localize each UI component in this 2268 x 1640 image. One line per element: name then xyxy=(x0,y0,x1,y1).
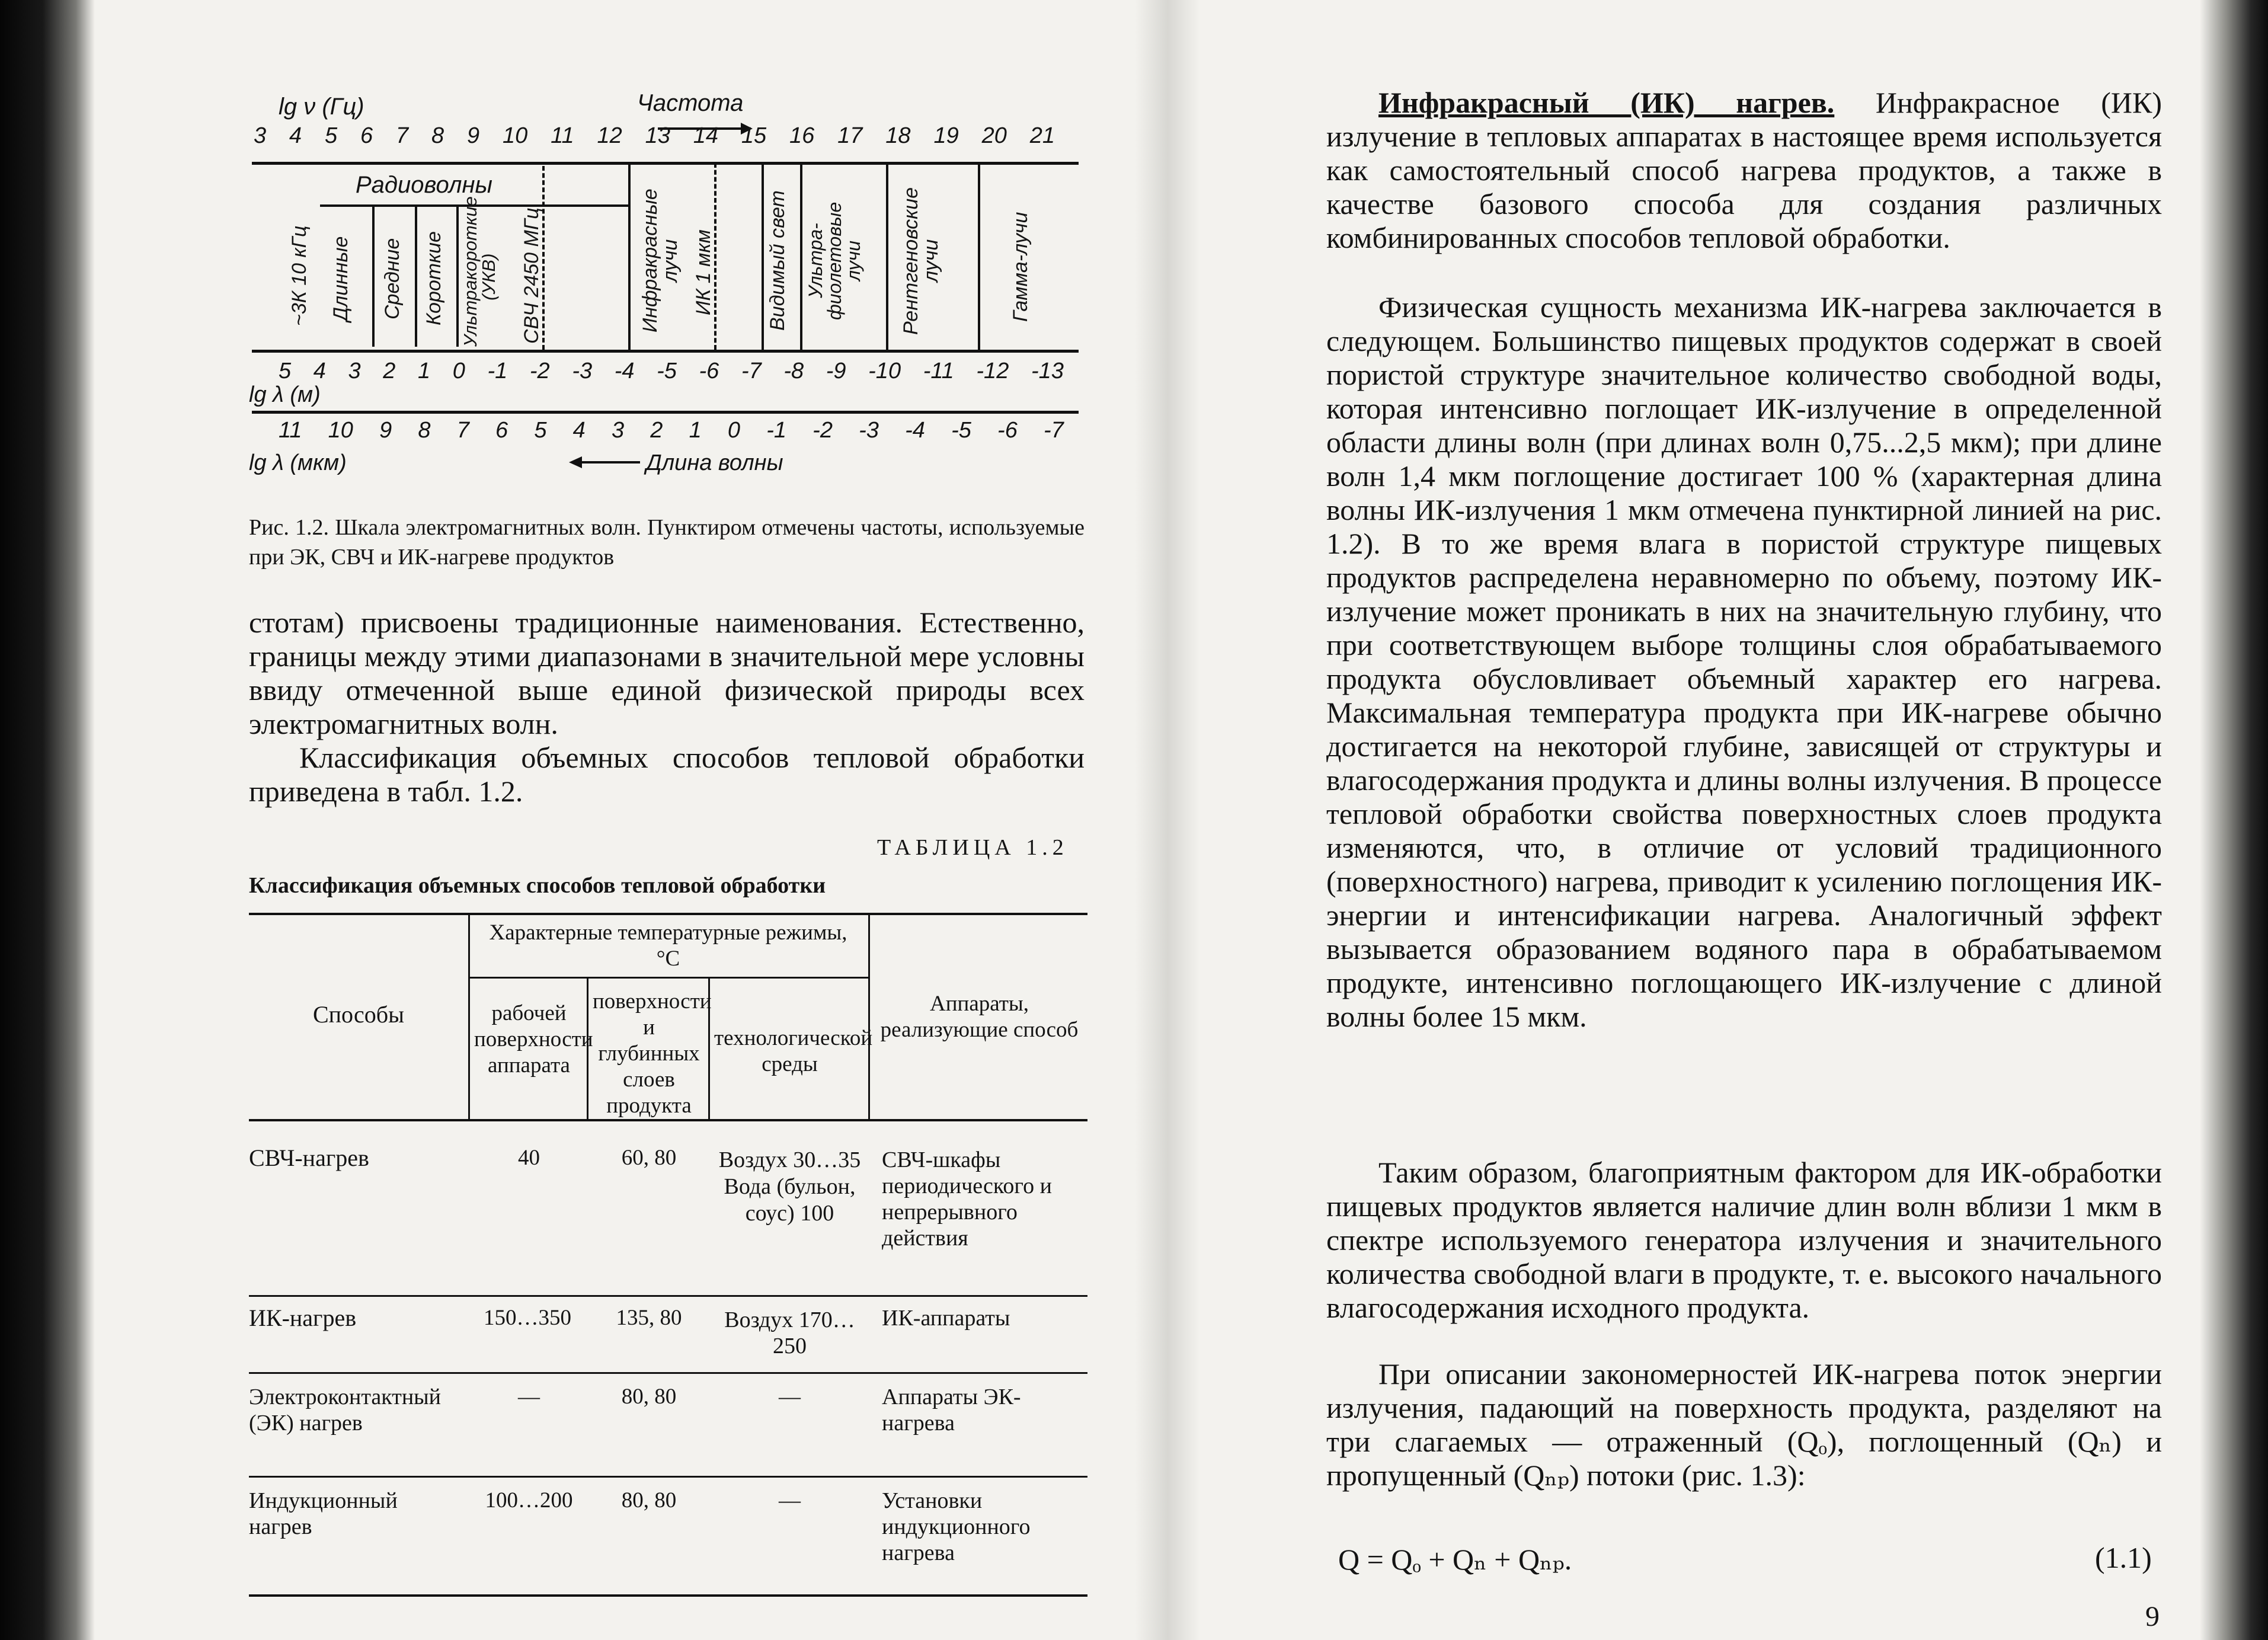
lambda-m-tick: -4 xyxy=(614,359,635,383)
row1-product: 60, 80 xyxy=(621,1146,677,1170)
row4-surface: 100…200 xyxy=(485,1488,573,1513)
left-paragraph-1: стотам) присвоены традиционные наименования. Естественно, границы между этими диапазонами в значительной мере условны ввиду отмеченной выше единой физической природы всех электромагнитных волн. xyxy=(249,606,1085,740)
table-group-rule xyxy=(468,977,868,979)
lambda-m-tick: -6 xyxy=(699,359,719,383)
lambda-um-tick: -4 xyxy=(905,418,925,443)
band-3k: ~3К 10 кГц xyxy=(288,225,311,326)
table-top-rule xyxy=(249,913,1087,915)
lambda-m-tick: -5 xyxy=(657,359,677,383)
row4-product: 80, 80 xyxy=(621,1488,677,1513)
lambda-um-axis-line xyxy=(252,411,1079,414)
freq-tick: 14 xyxy=(693,123,719,148)
freq-tick: 3 xyxy=(254,123,267,148)
wavelength-label: Длина волны xyxy=(646,450,783,475)
freq-tick: 8 xyxy=(431,123,444,148)
lambda-um-tick: -7 xyxy=(1044,418,1064,443)
right-paragraph-2: Физическая сущность механизма ИК-нагрева заключается в следующем. Большинство пищевых продуктов содержат в своей пористой структуре значительное количество свободной воды, которая интенсивно поглощает ИК-излучение в определенной области длины волн (при длинах волн 0,75...2,5 мкм); при длине волн 1,4 мкм поглощение достигает 100 % (характерная длина волны ИК-излучения 1 мкм отмечена пунктирной линией на рис. 1.2). В то же время влага в пористой структуре пищевых продуктов распределена неравномерно по объему, поэтому ИК-излучение может проникать в них на значительную глубину, что при соответствующем выборе толщины слоя обрабатываемого продукта обусловливает объемный характер его нагрева. Максимальная температура продукта при ИК-нагреве обычно достигается на некоторой глубине, зависящей от структуры и влагосодержания продукта и длины волны излучения. В процессе тепловой обработки свойства поверхностных слоев продукта изменяются, что, в отличие от условий традиционного (поверхностного) нагрева, приводит к усилению поглощения ИК-энергии и интенсификации нагрева. Аналогичный эффект вызывается образованием водяного пара в обрабатываемом продукте, интенсивно поглощающего ИК-излучение с длиной волны более 15 мкм. xyxy=(1326,290,2162,1033)
band-sep xyxy=(628,163,631,350)
freq-tick: 11 xyxy=(551,123,574,148)
formula-number: (1.1) xyxy=(2095,1541,2152,1574)
band-xray: Рентгеновские лучи xyxy=(900,187,942,335)
paragraph-1-text: Инфракрасное (ИК) излучение в тепловых аппаратах в настоящее время используется как самостоятельный способ нагрева продуктов, а также в качестве базового способа для создания различных комбинированных способов тепловой обработки. xyxy=(1326,86,2163,254)
row-rule xyxy=(249,1295,1087,1297)
band-sep xyxy=(415,204,417,347)
band-sep xyxy=(456,204,459,347)
freq-tick: 19 xyxy=(933,123,959,148)
lambda-um-tick: 6 xyxy=(495,418,508,443)
table-bottom-rule xyxy=(249,1594,1087,1597)
freq-tick: 10 xyxy=(503,123,528,148)
lambda-m-tick: -8 xyxy=(783,359,804,383)
lambda-um-tick: -1 xyxy=(766,418,786,443)
band-ir: Инфракрасные лучи xyxy=(639,188,682,333)
lambda-m-tick: -7 xyxy=(741,359,762,383)
lambda-m-tick: 2 xyxy=(383,359,396,383)
lambda-m-ticks xyxy=(279,359,1064,384)
row2-surface: 150…350 xyxy=(484,1306,571,1330)
row4-medium: — xyxy=(779,1488,801,1513)
row1-medium: Воздух 30…35 Вода (бульон, соус) 100 xyxy=(718,1147,861,1226)
table-vrule xyxy=(868,913,870,1119)
row2-product: 135, 80 xyxy=(616,1306,682,1330)
lambda-m-tick: 1 xyxy=(418,359,431,383)
left-paragraph-2: Классификация объемных способов тепловой обработки приведена в табл. 1.2. xyxy=(249,741,1085,808)
freq-tick: 13 xyxy=(645,123,670,148)
band-ik1: ИК 1 мкм xyxy=(692,229,715,316)
section-heading: Инфракрасный (ИК) нагрев. xyxy=(1378,86,1835,119)
row3-product: 80, 80 xyxy=(621,1385,677,1409)
freq-axis-label: lg ν (Гц) xyxy=(279,94,364,120)
table-head-rule xyxy=(249,1119,1087,1121)
freq-tick: 20 xyxy=(981,123,1007,148)
lambda-m-label: lg λ (м) xyxy=(249,382,321,407)
figure-caption: Рис. 1.2. Шкала электромагнитных волн. Пунктиром отмечены частоты, используемые при ЭК, СВЧ и ИК-нагреве продуктов xyxy=(249,515,1085,570)
band-visible: Видимый свет xyxy=(766,190,789,331)
formula: Q = Qₒ + Qₙ + Qₙₚ. xyxy=(1338,1543,1572,1576)
freq-tick: 4 xyxy=(289,123,302,148)
page-gutter xyxy=(1135,0,1200,1640)
row4-apparatus: Установки индукционного нагрева xyxy=(882,1488,1031,1565)
row2-method: ИК-нагрев xyxy=(249,1305,357,1331)
row1-method: СВЧ-нагрев xyxy=(249,1145,369,1171)
lambda-um-tick: -5 xyxy=(951,418,971,443)
table-label: ТАБЛИЦА 1.2 xyxy=(877,835,1069,860)
freq-tick: 17 xyxy=(837,123,863,148)
lambda-um-tick: -6 xyxy=(997,418,1018,443)
band-ukv: Ультракороткие (УКВ) xyxy=(460,196,499,347)
band-sep xyxy=(800,163,802,350)
band-short: Короткие xyxy=(423,231,445,326)
head-col-medium: технологической среды xyxy=(714,1026,873,1076)
lambda-um-tick: 4 xyxy=(572,418,586,443)
head-temp-group: Характерные температурные режимы, °С xyxy=(489,920,847,971)
row4-method: Индукционный нагрев xyxy=(249,1488,398,1539)
lambda-m-tick: 4 xyxy=(313,359,326,383)
lambda-m-tick: -12 xyxy=(976,359,1009,383)
band-sep xyxy=(372,204,375,347)
freq-axis-line xyxy=(252,162,1079,165)
wavelength-arrow-icon xyxy=(569,455,640,473)
head-col-product: поверхности и глубинных слоев продукта xyxy=(593,989,712,1118)
freq-tick: 9 xyxy=(467,123,480,148)
lambda-m-tick: 3 xyxy=(348,359,361,383)
row1-surface: 40 xyxy=(518,1146,540,1170)
row3-apparatus: Аппараты ЭК-нагрева xyxy=(882,1385,1021,1436)
band-uv: Ультра- фиолетовые лучи xyxy=(805,202,864,320)
lambda-m-tick: -11 xyxy=(923,359,954,383)
lambda-um-tick: 10 xyxy=(328,418,353,443)
freq-tick: 5 xyxy=(325,123,338,148)
freq-title: Частота xyxy=(637,90,744,116)
row3-surface: — xyxy=(518,1385,540,1409)
book-spine-shadow xyxy=(0,0,95,1640)
right-paragraph-3: Таким образом, благоприятным фактором для ИК-обработки пищевых продуктов является наличие длин волн вблизи 1 мкм в спектре используемого генератора излучения и значительного количества свободной влаги в продукте, т. е. высокого начального влагосодержания исходного продукта. xyxy=(1326,1156,2162,1324)
freq-tick: 6 xyxy=(360,123,373,148)
band-medium: Средние xyxy=(381,238,404,319)
band-gamma: Гамма-лучи xyxy=(1009,212,1032,322)
lambda-m-tick: -10 xyxy=(868,359,901,383)
radio-waves-label: Радиоволны xyxy=(356,172,492,198)
lambda-m-tick: -3 xyxy=(572,359,593,383)
row-rule xyxy=(249,1372,1087,1374)
lambda-um-tick: 11 xyxy=(279,418,302,443)
page-number: 9 xyxy=(2145,1601,2160,1632)
band-long: Длинные xyxy=(330,236,352,321)
band-sep xyxy=(978,163,980,350)
band-sep xyxy=(762,163,764,350)
freq-ticks xyxy=(254,123,1055,149)
lambda-um-ticks xyxy=(279,418,1064,443)
lambda-um-tick: 8 xyxy=(418,418,431,443)
row2-medium: Воздух 170…250 xyxy=(724,1307,855,1358)
lambda-um-tick: -3 xyxy=(859,418,879,443)
lambda-m-tick: -9 xyxy=(826,359,846,383)
head-apparatus: Аппараты, реализующие способ xyxy=(880,992,1079,1042)
row3-medium: — xyxy=(779,1385,801,1409)
lambda-um-label: lg λ (мкм) xyxy=(249,450,347,475)
freq-tick: 12 xyxy=(597,123,622,148)
lambda-um-tick: 9 xyxy=(379,418,392,443)
table-title: Классификация объемных способов тепловой обработки xyxy=(249,873,826,898)
lambda-um-tick: 5 xyxy=(534,418,547,443)
lambda-m-tick: 0 xyxy=(452,359,465,383)
head-col-surface: рабочей поверхности аппарата xyxy=(474,1001,593,1078)
lambda-um-tick: 7 xyxy=(456,418,469,443)
row-rule xyxy=(249,1476,1087,1478)
lambda-um-tick: 1 xyxy=(689,418,702,443)
lambda-m-axis-line xyxy=(252,350,1079,353)
page-edge-shadow xyxy=(2200,0,2268,1640)
lambda-m-tick: -13 xyxy=(1031,359,1064,383)
row2-apparatus: ИК-аппараты xyxy=(882,1306,1010,1331)
right-paragraph-1 xyxy=(1326,86,2162,255)
freq-tick: 16 xyxy=(789,123,815,148)
lambda-m-tick: -2 xyxy=(529,359,550,383)
freq-tick: 21 xyxy=(1029,123,1055,148)
lambda-m-tick: 5 xyxy=(279,359,292,383)
lambda-um-tick: 0 xyxy=(727,418,741,443)
lambda-um-tick: 2 xyxy=(650,418,663,443)
table-vrule xyxy=(468,913,470,1119)
freq-tick: 7 xyxy=(396,123,409,148)
lambda-m-tick: -1 xyxy=(487,359,508,383)
lambda-um-tick: -2 xyxy=(812,418,833,443)
band-sep xyxy=(886,163,888,350)
band-svch: СВЧ 2450 МГц xyxy=(520,207,543,344)
head-methods: Способы xyxy=(312,1001,405,1028)
row1-apparatus: СВЧ-шкафы периодического и непрерывного действия xyxy=(882,1147,1052,1251)
freq-tick: 15 xyxy=(741,123,767,148)
freq-tick: 18 xyxy=(885,123,911,148)
right-paragraph-4: При описании закономерностей ИК-нагрева поток энергии излучения, падающий на поверхность продукта, разделяют на три слагаемых — отраженный (Qₒ), поглощенный (Qₙ) и пропущенный (Qₙₚ) потоки (рис. 1.3): xyxy=(1326,1357,2162,1492)
lambda-um-tick: 3 xyxy=(611,418,625,443)
row3-method: Электроконтактный (ЭК) нагрев xyxy=(249,1385,442,1436)
